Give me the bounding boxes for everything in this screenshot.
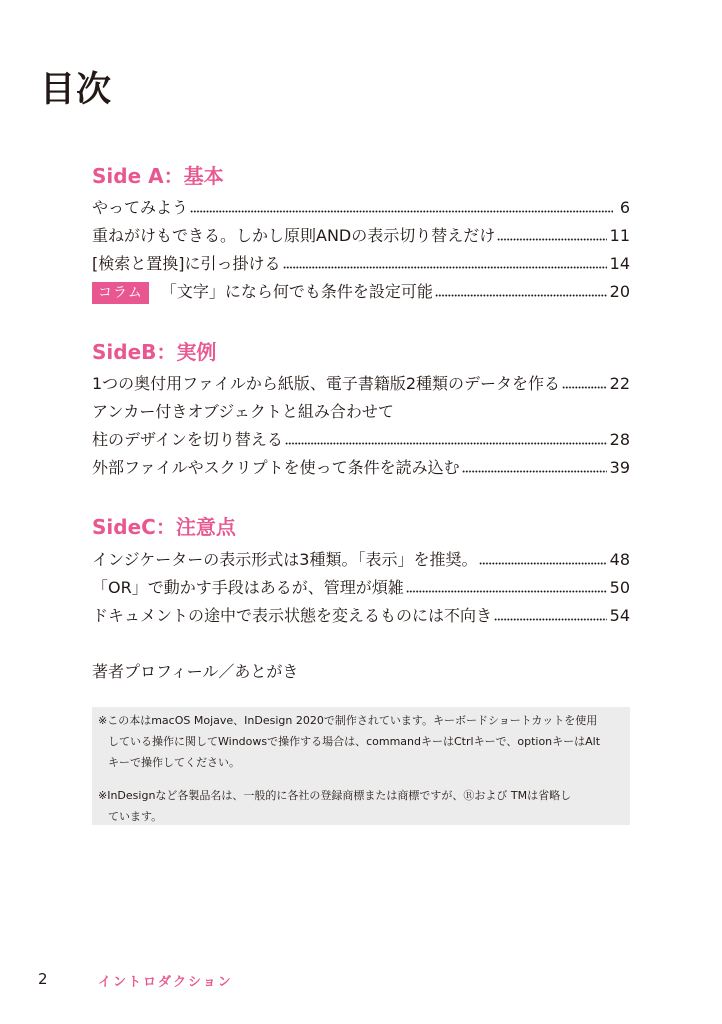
toc-entry-title: やってみよう [92,198,189,217]
toc-entry[interactable] [92,224,630,248]
toc-entry-page: 48 [609,550,630,569]
toc-entry-page: 6 [619,198,630,217]
toc-entry-page: 11 [609,226,630,245]
toc-entry-title: 外部ファイルやスクリプトを使って条件を読み込む [92,458,460,477]
toc-entry-page: 22 [609,374,630,393]
toc-entry-page: 50 [609,578,630,597]
toc-entry[interactable] [92,604,630,628]
note-line: している操作に関してWindowsで操作する場合は、commandキーはCtrlキーで、optionキーはAlt [108,735,601,748]
toc-entry[interactable] [92,548,630,572]
toc-entry-page: 28 [609,430,630,449]
section-heading-side-a: Side A：基本 [92,164,224,188]
toc-entry[interactable] [92,428,630,452]
column-badge: コラム [92,282,149,304]
toc-entry-page: 20 [609,282,630,301]
profile-entry[interactable]: 著者プロフィール／あとがき [92,662,299,681]
leader-dots [462,470,607,473]
note-line: ています。 [108,810,163,823]
toc-entry[interactable] [92,576,630,600]
toc-entry-title: 「OR」で動かす手段はあるが、管理が煩雑 [92,578,404,597]
toc-entry-title: 重ねがけもできる。しかし原則ANDの表示切り替えだけ [92,226,496,245]
running-footer-label: イントロダクション [98,975,233,990]
toc-entry[interactable] [92,252,630,276]
toc-entry[interactable] [92,280,630,304]
toc-entry-title: 柱のデザインを切り替える [92,430,283,449]
toc-entry[interactable] [92,456,630,480]
note-line: ※この本はmacOS Mojave、InDesign 2020で制作されています。キーボードショートカットを使用 [98,714,598,727]
leader-dots [479,562,606,565]
toc-entry[interactable] [92,196,630,220]
toc-entry-page: 54 [609,606,630,625]
leader-dots [435,294,607,297]
toc-entry-title: [検索と置換]に引っ掛ける [92,254,281,273]
toc-entry[interactable] [92,372,630,396]
toc-entry-title: インジケーターの表示形式は3種類。「表示」を推奨。 [92,550,478,569]
note-line: ※InDesignなど各製品名は、一般的に各社の登録商標または商標ですが、Ⓡおよび TMは省略し [98,789,572,802]
leader-dots [190,210,613,213]
leader-dots [562,386,607,389]
page-title: 目次 [40,70,113,110]
page-number: 2 [38,970,48,988]
toc-entry-title: 「文字」になら何でも条件を設定可能 [160,282,433,301]
leader-dots [283,266,607,269]
note-line: キーで操作してください。 [108,756,240,769]
toc-entry-title: ドキュメントの途中で表示状態を変えるものには不向き [92,606,493,625]
leader-dots [285,442,607,445]
toc-entry-title: 1つの奥付用ファイルから紙版、電子書籍版2種類のデータを作る [92,374,561,393]
toc-entry-page: 39 [609,458,630,477]
toc-entry-page: 14 [609,254,630,273]
section-heading-side-c: SideC：注意点 [92,515,236,539]
leader-dots [406,590,607,593]
leader-dots [497,238,606,241]
leader-dots [494,618,607,621]
section-heading-side-b: SideB：実例 [92,340,217,364]
toc-entry-title-line1[interactable]: アンカー付きオブジェクトと組み合わせて [92,402,394,421]
